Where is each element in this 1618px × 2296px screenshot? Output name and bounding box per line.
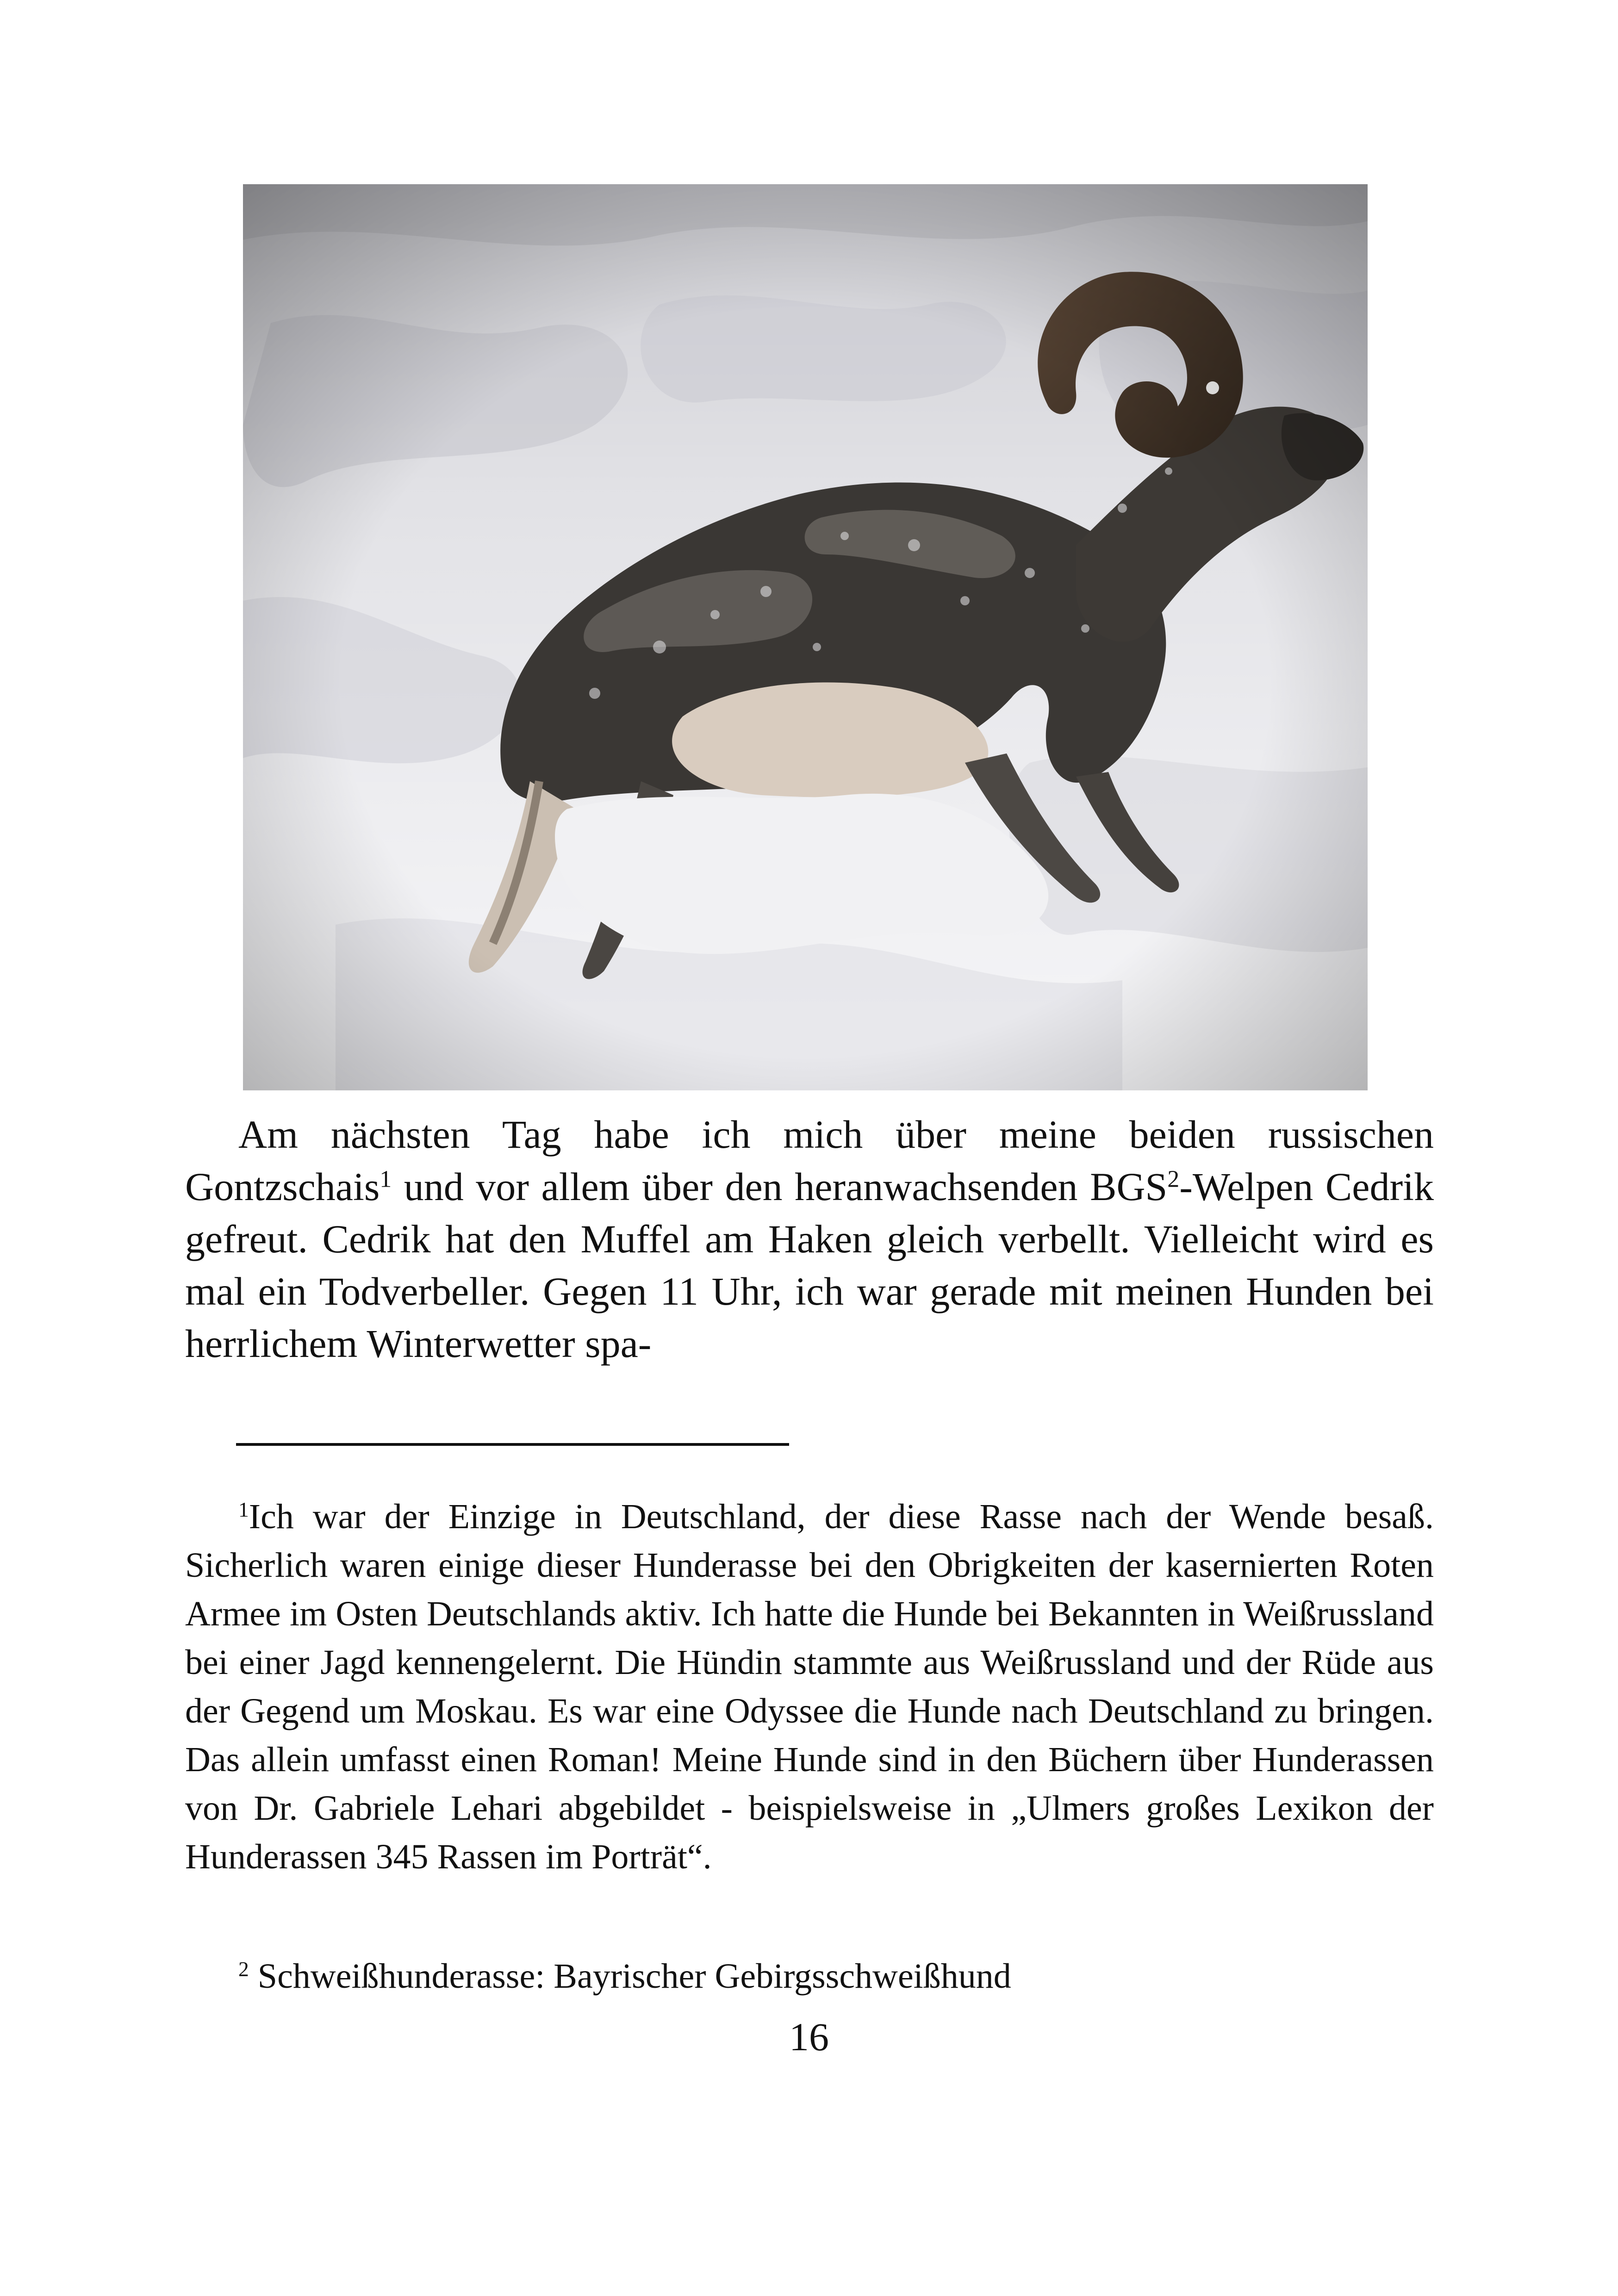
body-text-part2: und vor allem über den heranwachsenden BGS: [392, 1164, 1168, 1209]
body-text-part1: Am nächsten Tag habe ich mich über meine beiden russischen Gontzschais: [185, 1112, 1434, 1209]
page-number: 16: [789, 2015, 829, 2059]
footnote-reference-2[interactable]: 2: [1167, 1166, 1180, 1193]
body-text-part3: -Welpen Cedrik gefreut. Cedrik hat den Muffel am Haken gleich verbellt. Vielleicht wird es mal ein Todverbeller. Gegen 11 Uhr, ich war gerade mit meinen Hunden bei herrlichem Winterwetter spa-: [185, 1164, 1434, 1366]
footnote-1-text: Ich war der Einzige in Deutschland, der diese Rasse nach der Wende besaß. Sicherlich waren einige dieser Hunderasse bei den Obrigkeiten der kasernierten Roten Armee im Osten Deutschlands aktiv. Ich hatte die Hunde bei Bekannten in Weißrussland bei einer Jagd kennengelernt. Die Hündin stammte aus Weißrussland und der Rüde aus der Gegend um Moskau. Es war eine Odyssee die Hunde nach Deutschland zu bringen. Das allein umfasst einen Roman! Meine Hunde sind in den Büchern über Hunderassen von Dr. Gabriele Lehari abgebildet - beispielsweise in „Ulmers großes Lexikon der Hunderassen 345 Rassen im Porträt“.: [185, 1497, 1434, 1876]
footnote-2: [238, 1952, 1395, 2001]
footnote-separator: [236, 1443, 789, 1446]
mouflon-in-snow-photo: [243, 184, 1368, 1090]
footnote-marker-2: 2: [238, 1957, 249, 1981]
footnote-1: [185, 1493, 1434, 1881]
footnote-2-text: Schweißhunderasse: Bayrischer Gebirgsschweißhund: [249, 1957, 1011, 1996]
footnote-marker-1: 1: [238, 1497, 249, 1521]
body-paragraph: [185, 1108, 1434, 1370]
footnote-reference-1[interactable]: 1: [380, 1166, 392, 1193]
